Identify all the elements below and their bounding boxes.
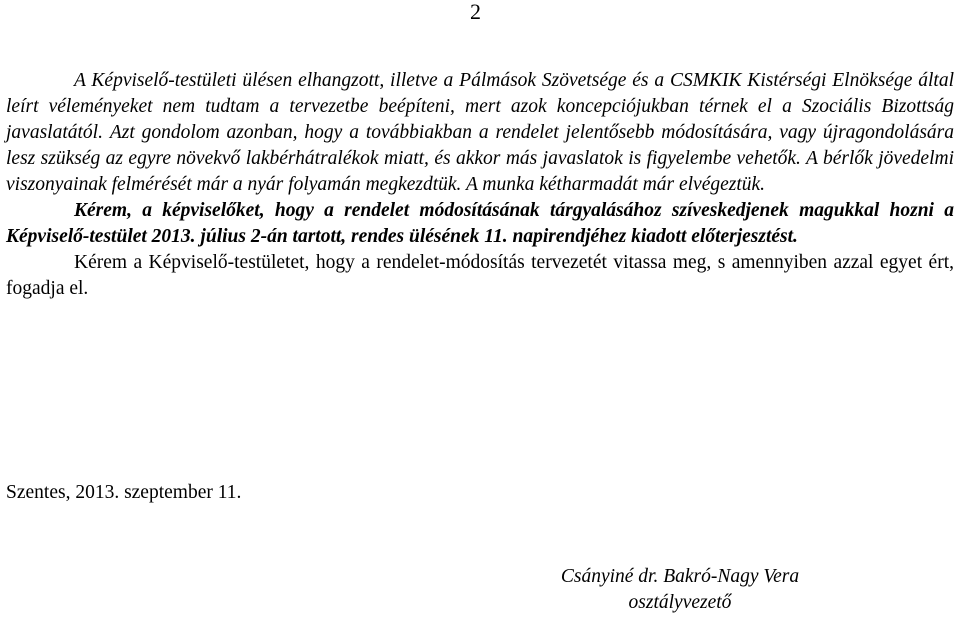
dateline: Szentes, 2013. szeptember 11. [6,482,242,503]
paragraph-feedback-part-1: A Képviselő-testületi ülésen elhangzott, illetve a Pálmások Szövetsége és a CSMKIK Kistérségi Elnöksége által leírt véleményeket nem tudtam a tervezetbe beépíteni, mert azok koncepciójukban térnek el a Szociális Bizottság javaslatától. [6,70,954,143]
signature-name: Csányiné dr. Bakró-Nagy Vera [560,566,800,587]
document-body [6,68,954,302]
paragraph-request-approval: Kérem a Képviselő-testületet, hogy a rendelet-módosítás tervezetét vitassa meg, s amennyiben azzal egyet ért, fogadja el. [6,252,954,299]
signature-block [520,564,840,616]
paragraph-request-bold: Kérem, a képviselőket, hogy a rendelet módosításának tárgyalásához szíveskedjenek magukkal hozni a Képviselő-testület 2013. július 2-án tartott, rendes ülésének 11. napirendjéhez kiadott előterjesztést. [6,200,954,247]
signature-title: osztályvezető [628,592,732,613]
paragraph-feedback-part-2: Azt gondolom azonban, hogy a továbbiakban a rendelet jelentősebb módosítására, vagy újragondolására lesz szükség az egyre növekvő lakbérhátralékok miatt, és akkor más javaslatok is figyelembe vehetők. A bérlők jövedelmi viszonyainak felmérését már a nyár folyamán megkezdtük. A munka kétharmadát már elvégeztük. [6,122,955,195]
page-number: 2 [470,0,481,24]
paragraph-feedback [6,68,954,198]
